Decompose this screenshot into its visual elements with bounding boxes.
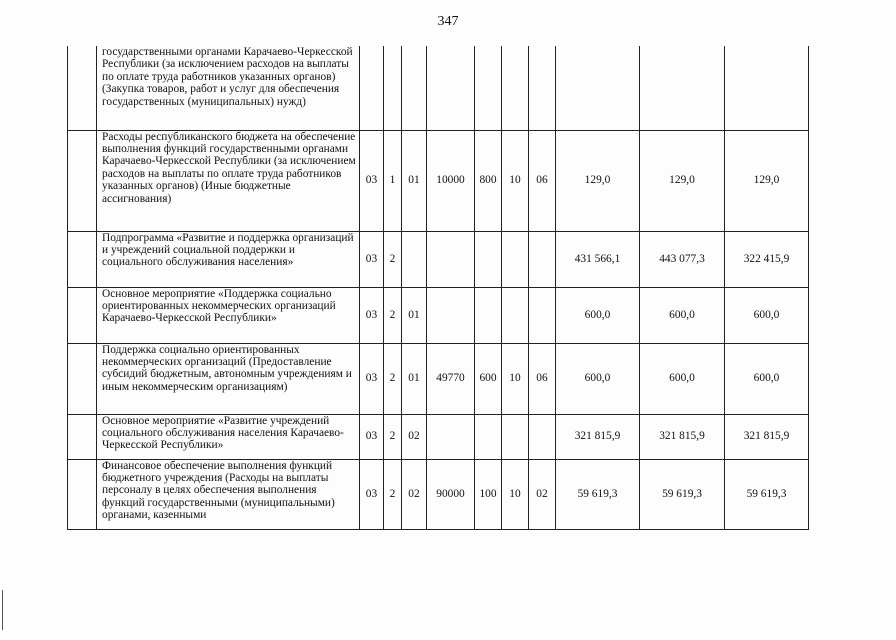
row-description: Основное мероприятие «Поддержка социально ориентированных некоммерческих организаций Карачаево-Черкесской Республики» <box>97 287 360 343</box>
amount-cell: 600,0 <box>640 343 725 414</box>
budget-table <box>67 46 809 530</box>
amount-cell: 129,0 <box>725 130 809 231</box>
code-cell: 03 <box>360 231 384 287</box>
code-cell <box>475 46 502 130</box>
code-cell: 10 <box>502 459 529 529</box>
code-cell: 02 <box>529 459 556 529</box>
amount-cell: 600,0 <box>640 287 725 343</box>
table-row <box>68 287 809 343</box>
code-cell <box>402 231 427 287</box>
code-cell: 2 <box>384 414 402 459</box>
code-cell: 06 <box>529 130 556 231</box>
code-cell: 03 <box>360 459 384 529</box>
row-description: Расходы республиканского бюджета на обеспечение выполнения функций государственными органами Карачаево-Черкесской Республики (за исключением расходов на выплаты по оплате труда работников указанных органов) (Иные бюджетные ассигнования) <box>97 130 360 231</box>
amount-cell: 321 815,9 <box>556 414 640 459</box>
code-cell <box>427 231 475 287</box>
code-cell <box>427 46 475 130</box>
code-cell <box>529 414 556 459</box>
amount-cell: 600,0 <box>556 287 640 343</box>
code-cell: 90000 <box>427 459 475 529</box>
row-number-cell <box>68 46 97 130</box>
code-cell <box>402 46 427 130</box>
table-row <box>68 231 809 287</box>
table-row <box>68 46 809 130</box>
amount-cell: 321 815,9 <box>725 414 809 459</box>
amount-cell <box>556 46 640 130</box>
code-cell <box>529 287 556 343</box>
row-number-cell <box>68 231 97 287</box>
code-cell <box>360 46 384 130</box>
amount-cell <box>640 46 725 130</box>
amount-cell: 322 415,9 <box>725 231 809 287</box>
table-row <box>68 414 809 459</box>
amount-cell: 600,0 <box>725 287 809 343</box>
code-cell: 10 <box>502 343 529 414</box>
code-cell: 06 <box>529 343 556 414</box>
row-number-cell <box>68 287 97 343</box>
code-cell: 600 <box>475 343 502 414</box>
code-cell: 01 <box>402 130 427 231</box>
amount-cell: 600,0 <box>725 343 809 414</box>
row-description: Поддержка социально ориентированных некоммерческих организаций (Предоставление субсидий бюджетным, автономным учреждениям и иным некоммерческим организациям) <box>97 343 360 414</box>
amount-cell: 443 077,3 <box>640 231 725 287</box>
table-row <box>68 130 809 231</box>
code-cell <box>475 231 502 287</box>
code-cell: 1 <box>384 130 402 231</box>
code-cell <box>502 287 529 343</box>
amount-cell <box>725 46 809 130</box>
amount-cell: 59 619,3 <box>725 459 809 529</box>
amount-cell: 129,0 <box>640 130 725 231</box>
code-cell: 03 <box>360 130 384 231</box>
code-cell <box>502 414 529 459</box>
row-description: государственными органами Карачаево-Черкесской Республики (за исключением расходов на выплаты по оплате труда работников указанных органов) (Закупка товаров, работ и услуг для обеспечения государственных (муниципальных) нужд) <box>97 46 360 130</box>
amount-cell: 431 566,1 <box>556 231 640 287</box>
row-description: Подпрограмма «Развитие и поддержка организаций и учреждений социальной поддержки и социального обслуживания населения» <box>97 231 360 287</box>
code-cell: 100 <box>475 459 502 529</box>
code-cell: 10000 <box>427 130 475 231</box>
amount-cell: 600,0 <box>556 343 640 414</box>
row-description: Основное мероприятие «Развитие учреждений социального обслуживания населения Карачаево-Черкесской Республики» <box>97 414 360 459</box>
code-cell: 2 <box>384 287 402 343</box>
code-cell <box>427 414 475 459</box>
row-number-cell <box>68 414 97 459</box>
code-cell: 10 <box>502 130 529 231</box>
row-description: Финансовое обеспечение выполнения функций бюджетного учреждения (Расходы на выплаты персоналу в целях обеспечения выполнения функций государственными (муниципальными) органами, казенными <box>97 459 360 529</box>
table-row <box>68 459 809 529</box>
amount-cell: 321 815,9 <box>640 414 725 459</box>
amount-cell: 59 619,3 <box>556 459 640 529</box>
scan-artifact-line <box>2 590 3 630</box>
row-number-cell <box>68 130 97 231</box>
amount-cell: 129,0 <box>556 130 640 231</box>
code-cell <box>529 46 556 130</box>
code-cell <box>529 231 556 287</box>
code-cell: 03 <box>360 414 384 459</box>
code-cell <box>475 414 502 459</box>
code-cell: 01 <box>402 287 427 343</box>
amount-cell: 59 619,3 <box>640 459 725 529</box>
code-cell: 03 <box>360 287 384 343</box>
code-cell: 2 <box>384 231 402 287</box>
row-number-cell <box>68 343 97 414</box>
page-number: 347 <box>437 14 459 29</box>
code-cell: 02 <box>402 414 427 459</box>
code-cell: 02 <box>402 459 427 529</box>
code-cell <box>502 46 529 130</box>
code-cell <box>427 287 475 343</box>
code-cell <box>502 231 529 287</box>
code-cell: 49770 <box>427 343 475 414</box>
code-cell: 2 <box>384 459 402 529</box>
table-row <box>68 343 809 414</box>
code-cell: 800 <box>475 130 502 231</box>
code-cell: 03 <box>360 343 384 414</box>
code-cell: 01 <box>402 343 427 414</box>
code-cell: 2 <box>384 343 402 414</box>
code-cell <box>475 287 502 343</box>
row-number-cell <box>68 459 97 529</box>
code-cell <box>384 46 402 130</box>
